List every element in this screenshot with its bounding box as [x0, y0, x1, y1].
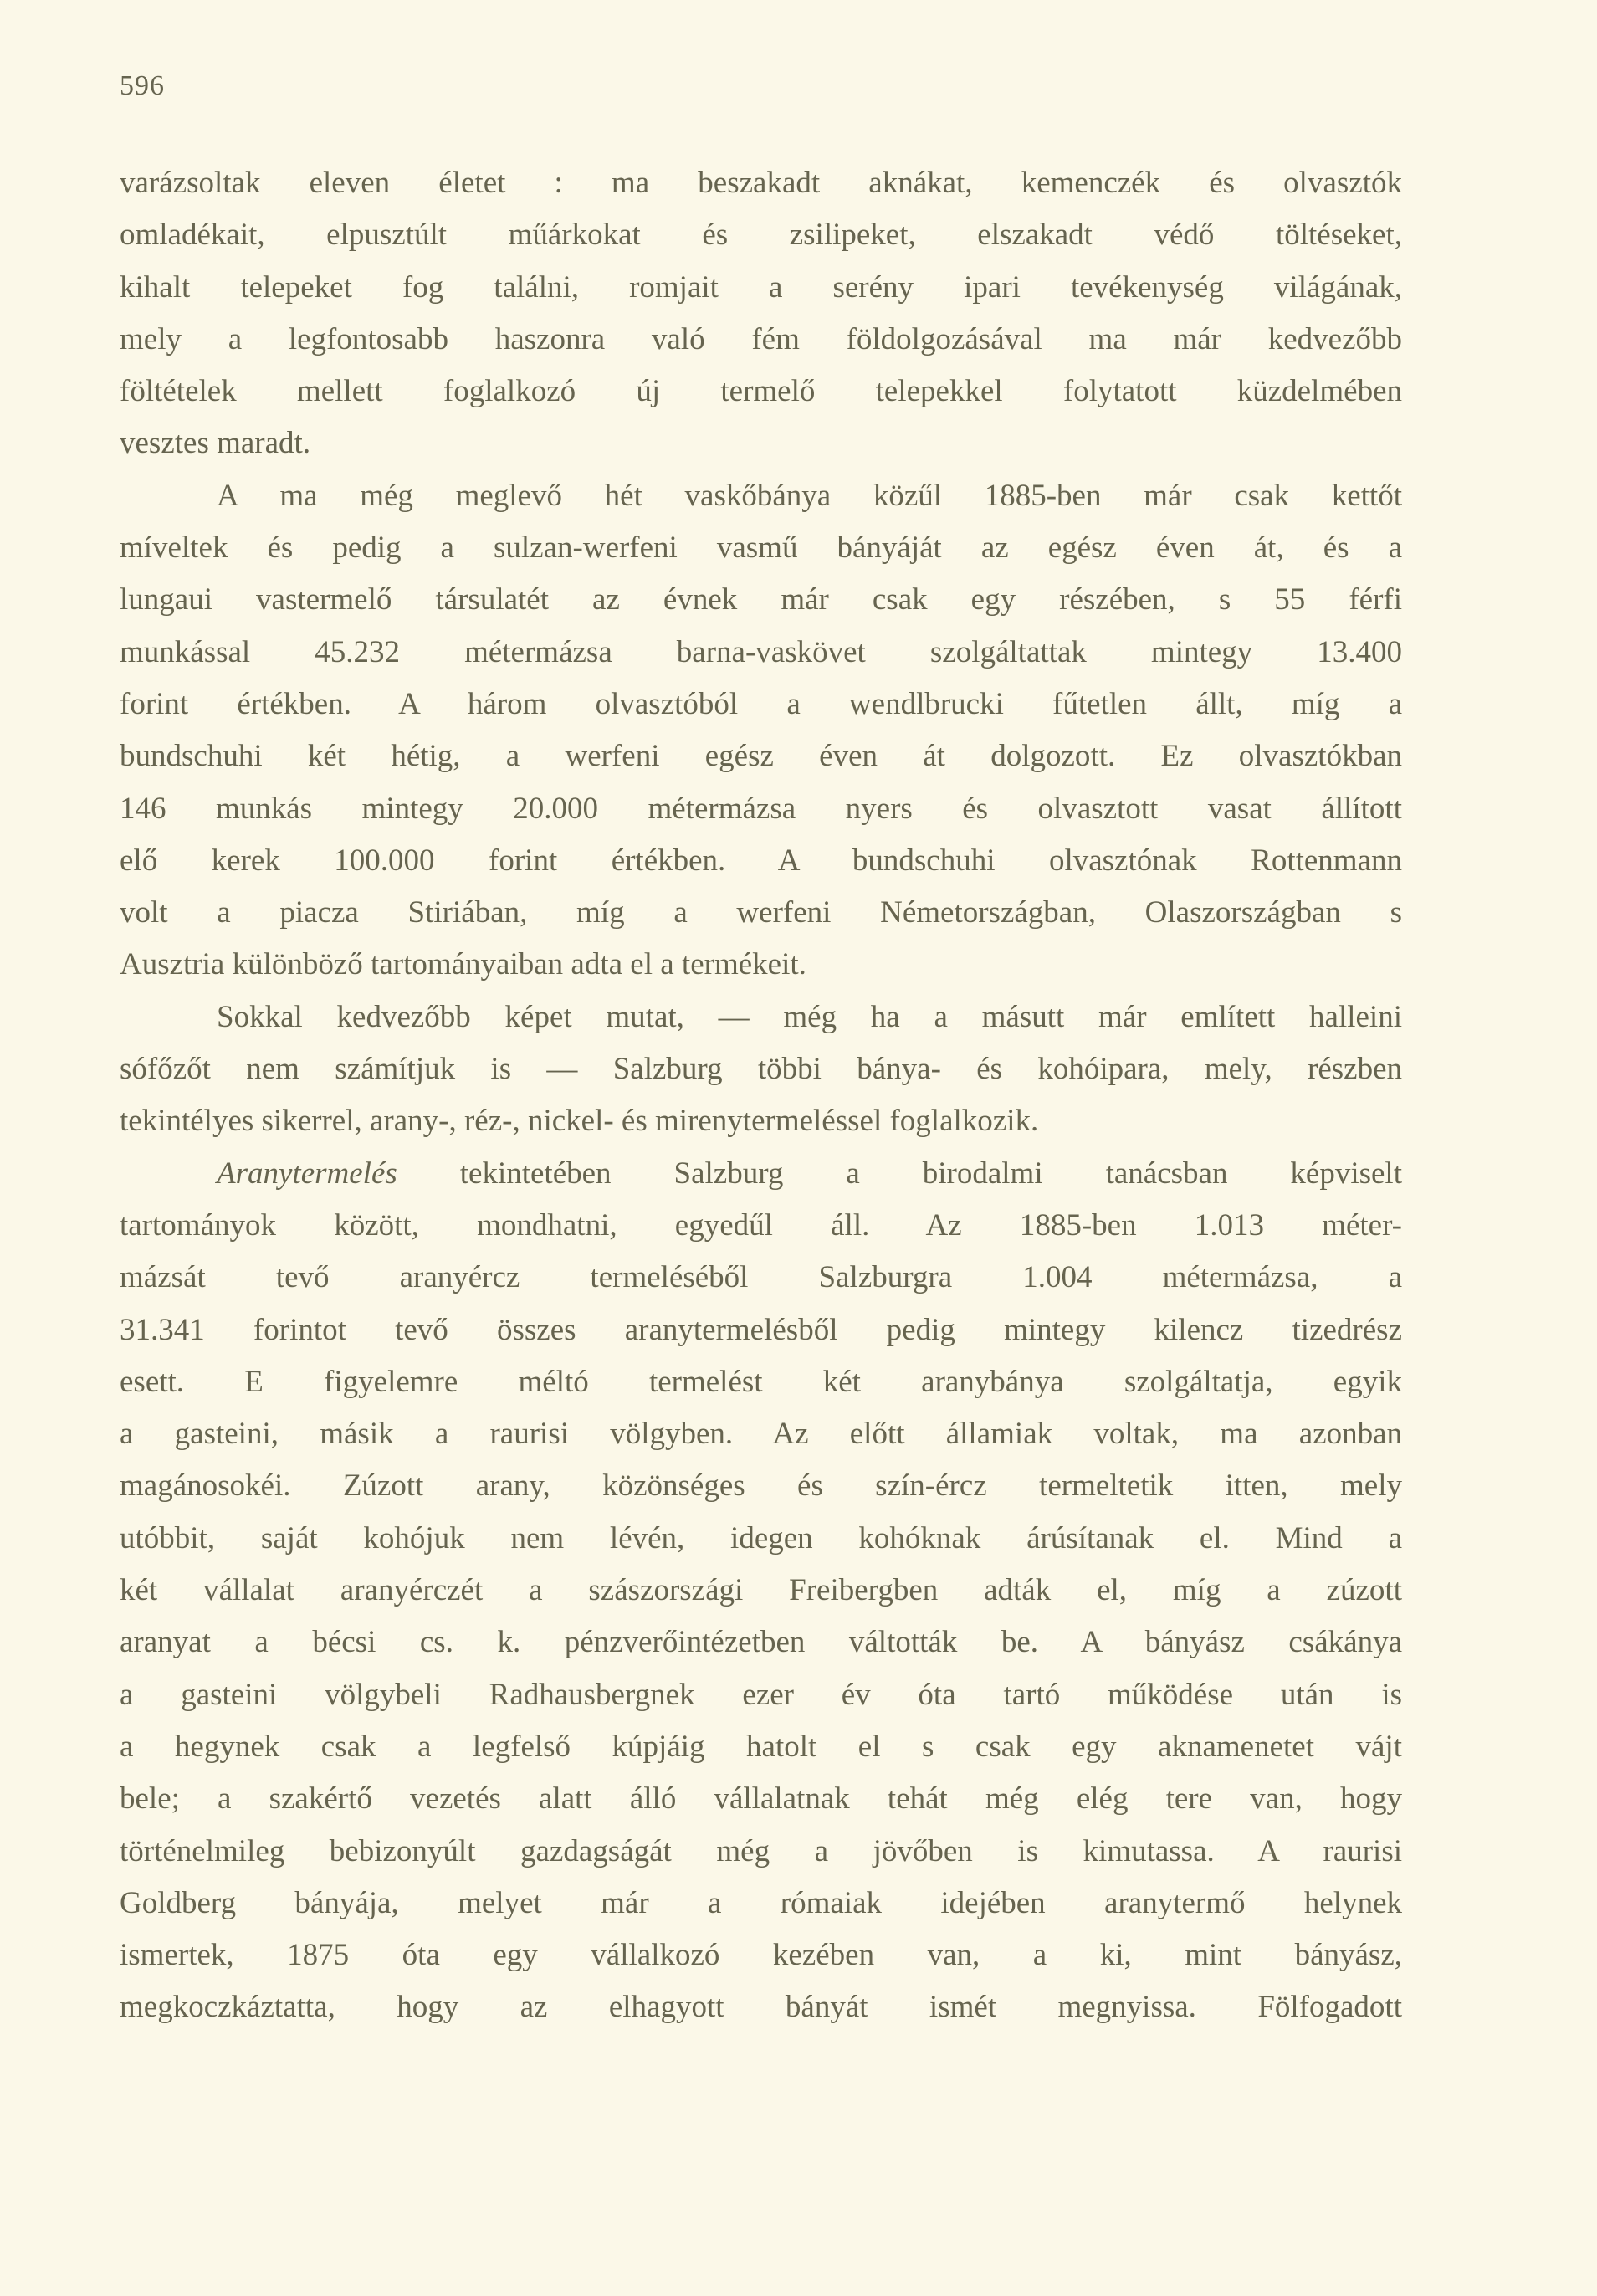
- text-line: [120, 1460, 1402, 1512]
- line-text: történelmileg bebizonyúlt gazdagságát még a jövőben is kimutassa. A raurisi: [120, 1833, 1402, 1868]
- line-text: megkoczkáztatta, hogy az elhagyott bányát ismét megnyissa. Fölfogadott: [120, 1990, 1402, 2025]
- line-text: varázsoltak eleven életet : ma beszakadt aknákat, kemenczék és olvasztók: [120, 166, 1402, 200]
- text-line: [120, 1773, 1402, 1825]
- line-text: Goldberg bányája, melyet már a rómaiak idejében aranytermő helynek: [120, 1885, 1402, 1920]
- line-text: aranyat a bécsi cs. k. pénzverőintézetben váltották be. A bányász csákánya: [120, 1625, 1402, 1660]
- line-text: utóbbit, saját kohójuk nem lévén, idegen kohóknak árúsítanak el. Mind a: [120, 1520, 1402, 1555]
- text-line: [120, 418, 1402, 469]
- line-text: volt a piacza Stiriában, míg a werfeni Németországban, Olaszországban s: [120, 895, 1402, 930]
- text-line: [120, 627, 1402, 679]
- line-text: esett. E figyelemre méltó termelést két aranybánya szolgáltatja, egyik: [120, 1364, 1402, 1399]
- text-line: [120, 314, 1402, 366]
- text-line: [120, 1095, 1402, 1147]
- text-line: [120, 470, 1402, 522]
- text-line: [120, 1617, 1402, 1668]
- text-line: [120, 366, 1402, 418]
- text-line: [120, 262, 1402, 314]
- text-line: [120, 1356, 1402, 1408]
- body-text: [120, 157, 1402, 2034]
- line-text: forint értékben. A három olvasztóból a wendlbrucki fűtetlen állt, míg a: [120, 686, 1402, 721]
- line-text: ismertek, 1875 óta egy vállalkozó kezében van, a ki, mint bányász,: [120, 1938, 1402, 1973]
- line-text: munkással 45.232 métermázsa barna-vaskövet szolgáltattak mintegy 13.400: [120, 634, 1402, 669]
- line-text: mely a legfontosabb haszonra való fém földolgozásával ma már kedvezőbb: [120, 321, 1402, 356]
- text-line: [120, 1826, 1402, 1878]
- line-text: vesztes maradt.: [120, 426, 311, 461]
- text-line: [120, 522, 1402, 574]
- line-text: lungaui vastermelő társulatét az évnek már csak egy részében, s 55 férfi: [120, 582, 1402, 618]
- line-text: A ma még meglevő hét vaskőbánya közűl 1885-ben már csak kettőt: [217, 478, 1402, 513]
- line-text: kihalt telepeket fog találni, romjait a serény ipari tevékenység világának,: [120, 269, 1402, 305]
- text-line: [120, 679, 1402, 730]
- italic-term: Aranytermelés: [217, 1156, 397, 1191]
- line-text: föltételek mellett foglalkozó új termelő telepekkel folytatott küzdelmében: [120, 374, 1402, 409]
- line-text: elő kerek 100.000 forint értékben. A bundschuhi olvasztónak Rottenmann: [120, 843, 1402, 878]
- line-text: omladékait, elpusztúlt műárkokat és zsilipeket, elszakadt védő töltéseket,: [120, 218, 1402, 253]
- text-line: [120, 1930, 1402, 1981]
- line-text: két vállalat aranyérczét a szászországi Freibergben adták el, míg a zúzott: [120, 1573, 1402, 1608]
- text-line: [120, 1043, 1402, 1095]
- line-text: tartományok között, mondhatni, egyedűl áll. Az 1885-ben 1.013 méter-: [120, 1207, 1402, 1243]
- line-text: a hegynek csak a legfelső kúpjáig hatolt el s csak egy aknamenetet vájt: [120, 1729, 1402, 1764]
- page-number: 596: [120, 70, 165, 101]
- text-line: [120, 1565, 1402, 1617]
- text-line: [120, 1252, 1402, 1304]
- line-text: a gasteini, másik a raurisi völgyben. Az előtt államiak voltak, ma azonban: [120, 1417, 1402, 1452]
- text-line: [120, 835, 1402, 887]
- text-line: [120, 1304, 1402, 1356]
- line-text: Ausztria különböző tartományaiban adta el a termékeit.: [120, 947, 806, 982]
- line-text: míveltek és pedig a sulzan-werfeni vasmű bányáját az egész éven át, és a: [120, 530, 1402, 566]
- text-line: [120, 730, 1402, 782]
- text-line: [120, 1878, 1402, 1930]
- text-line: [120, 887, 1402, 939]
- text-line: [120, 1721, 1402, 1773]
- text-line: [120, 157, 1402, 209]
- line-text: tekintetében Salzburg a birodalmi tanácsban képviselt: [397, 1156, 1402, 1191]
- text-line: [120, 574, 1402, 626]
- line-text: a gasteini völgybeli Radhausbergnek ezer év óta tartó működése után is: [120, 1677, 1402, 1712]
- line-text: Sokkal kedvezőbb képet mutat, — még ha a másutt már említett halleini: [217, 999, 1402, 1034]
- line-text: bundschuhi két hétig, a werfeni egész éven át dolgozott. Ez olvasztókban: [120, 739, 1402, 774]
- line-text: mázsát tevő aranyércz termeléséből Salzburgra 1.004 métermázsa, a: [120, 1260, 1402, 1295]
- text-line: [120, 1981, 1402, 2033]
- line-text: tekintélyes sikerrel, arany-, réz-, nickel- és mirenytermeléssel foglalkozik.: [120, 1104, 1039, 1139]
- text-line: [120, 939, 1402, 991]
- line-text: bele; a szakértő vezetés alatt álló vállalatnak tehát még elég tere van, hogy: [120, 1781, 1402, 1817]
- text-line: [120, 992, 1402, 1043]
- line-text: 146 munkás mintegy 20.000 métermázsa nyers és olvasztott vasat állított: [120, 791, 1402, 826]
- line-text: 31.341 forintot tevő összes aranytermelésből pedig mintegy kilencz tizedrész: [120, 1312, 1402, 1347]
- text-line: [120, 209, 1402, 261]
- text-line: [120, 1669, 1402, 1721]
- line-text: sófőzőt nem számítjuk is — Salzburg többi bánya- és kohóipara, mely, részben: [120, 1052, 1402, 1087]
- text-line: [120, 1148, 1402, 1200]
- line-text: magánosokéi. Zúzott arany, közönséges és szín-ércz termeltetik itten, mely: [120, 1468, 1402, 1504]
- text-line: [120, 1408, 1402, 1460]
- text-line: [120, 1513, 1402, 1565]
- text-line: [120, 783, 1402, 835]
- text-line: [120, 1200, 1402, 1252]
